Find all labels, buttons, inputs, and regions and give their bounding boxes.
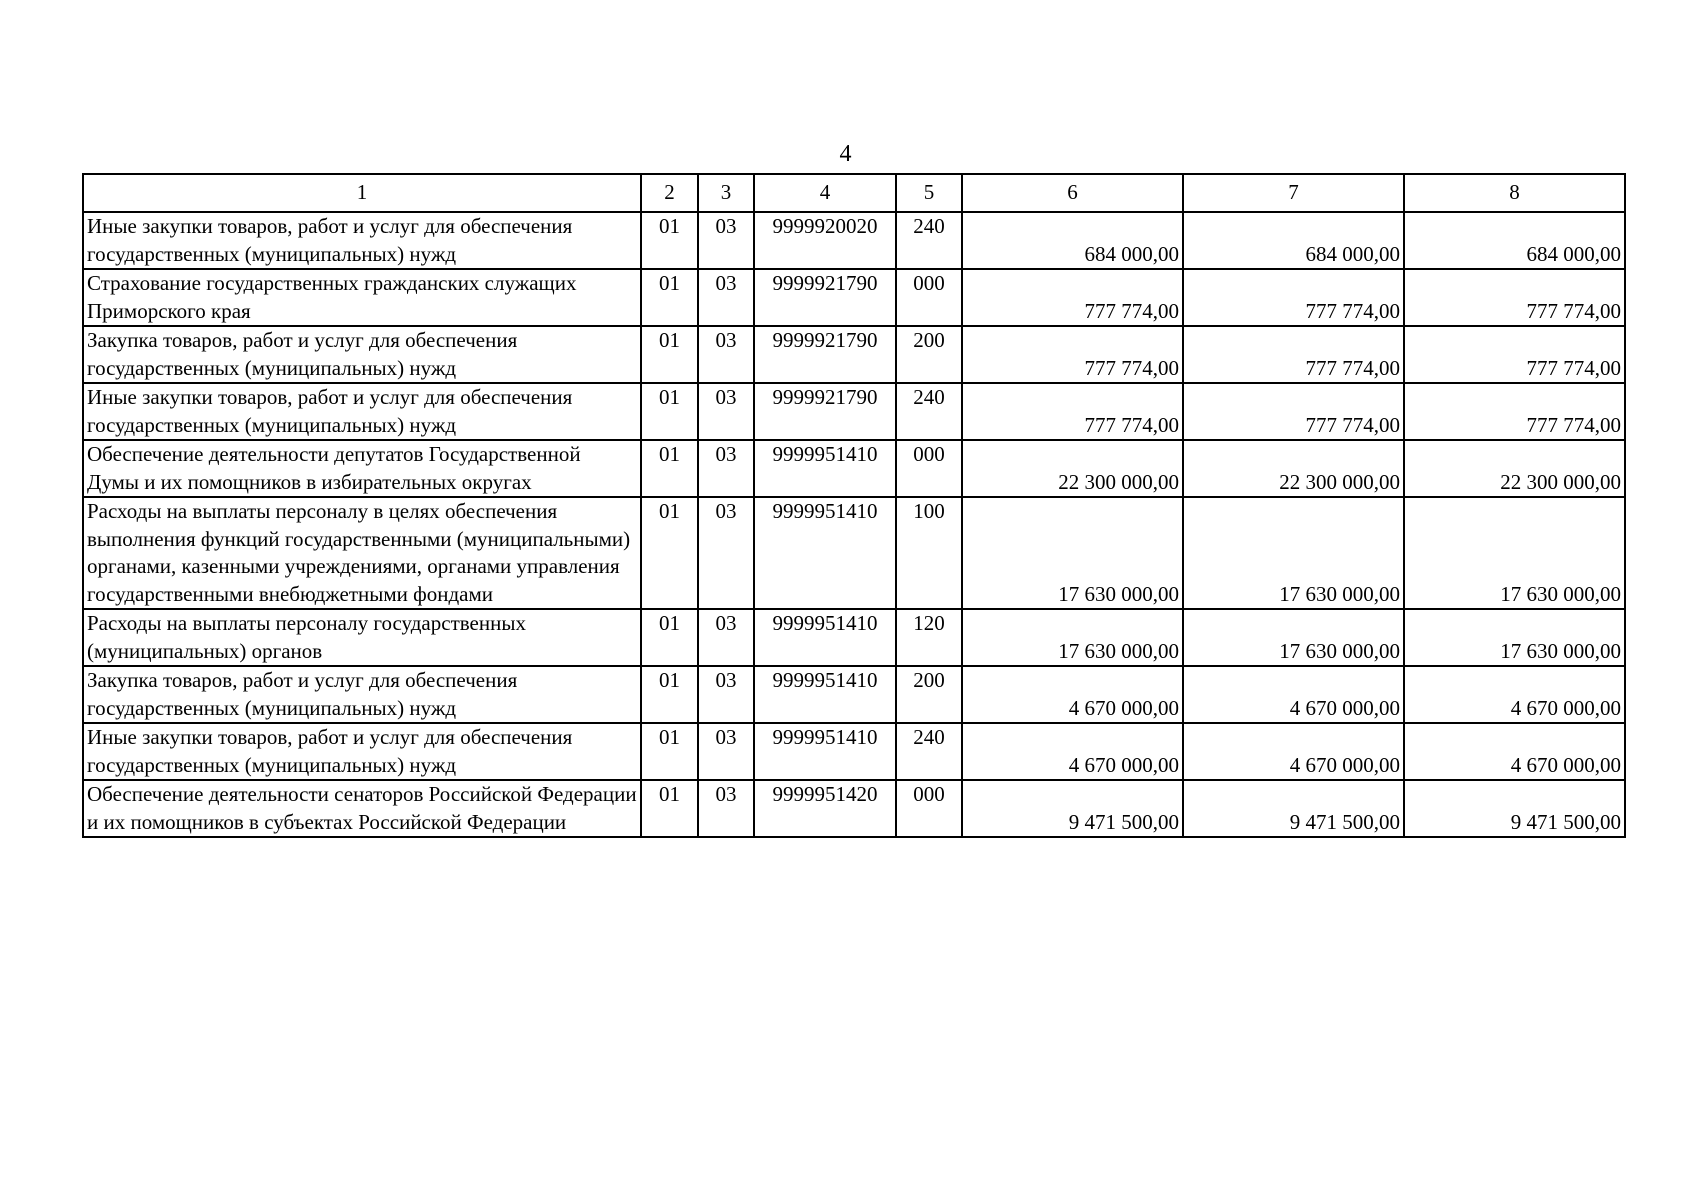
section-code: 01: [641, 497, 698, 609]
subsection-code: 03: [698, 609, 754, 666]
subsection-code: 03: [698, 723, 754, 780]
amount-column-6: 4 670 000,00: [962, 723, 1183, 780]
amount-column-6: 777 774,00: [962, 383, 1183, 440]
amount-column-8: 17 630 000,00: [1404, 497, 1625, 609]
expense-name: Обеспечение деятельности депутатов Государственной Думы и их помощников в избирательных округах: [83, 440, 641, 497]
section-code: 01: [641, 666, 698, 723]
section-code: 01: [641, 269, 698, 326]
amount-column-8: 17 630 000,00: [1404, 609, 1625, 666]
subsection-code: 03: [698, 497, 754, 609]
column-header: 2: [641, 174, 698, 212]
table-row: [83, 383, 1625, 440]
section-code: 01: [641, 383, 698, 440]
amount-column-7: 777 774,00: [1183, 269, 1404, 326]
amount-column-6: 4 670 000,00: [962, 666, 1183, 723]
table-row: [83, 666, 1625, 723]
expense-name: Закупка товаров, работ и услуг для обеспечения государственных (муниципальных) нужд: [83, 666, 641, 723]
table-row: [83, 497, 1625, 609]
column-header: 6: [962, 174, 1183, 212]
column-header: 5: [896, 174, 962, 212]
target-article-code: 9999921790: [754, 326, 896, 383]
amount-column-7: 684 000,00: [1183, 212, 1404, 269]
expense-name: Иные закупки товаров, работ и услуг для обеспечения государственных (муниципальных) нужд: [83, 383, 641, 440]
section-code: 01: [641, 723, 698, 780]
table-row: [83, 326, 1625, 383]
budget-table: [82, 173, 1626, 838]
expense-type-code: 240: [896, 212, 962, 269]
expense-name: Страхование государственных гражданских служащих Приморского края: [83, 269, 641, 326]
subsection-code: 03: [698, 326, 754, 383]
amount-column-7: 777 774,00: [1183, 326, 1404, 383]
expense-type-code: 000: [896, 269, 962, 326]
amount-column-8: 777 774,00: [1404, 326, 1625, 383]
target-article-code: 9999951410: [754, 666, 896, 723]
amount-column-8: 777 774,00: [1404, 269, 1625, 326]
expense-name: Иные закупки товаров, работ и услуг для обеспечения государственных (муниципальных) нужд: [83, 723, 641, 780]
subsection-code: 03: [698, 212, 754, 269]
amount-column-8: 4 670 000,00: [1404, 723, 1625, 780]
target-article-code: 9999951410: [754, 440, 896, 497]
expense-name: Расходы на выплаты персоналу в целях обеспечения выполнения функций государственными (муниципальными) органами, казенными учреждениями, органами управления государственными внебюджетными фондами: [83, 497, 641, 609]
amount-column-6: 17 630 000,00: [962, 497, 1183, 609]
expense-type-code: 100: [896, 497, 962, 609]
subsection-code: 03: [698, 780, 754, 837]
amount-column-8: 777 774,00: [1404, 383, 1625, 440]
column-header: 8: [1404, 174, 1625, 212]
amount-column-7: 4 670 000,00: [1183, 666, 1404, 723]
section-code: 01: [641, 212, 698, 269]
amount-column-8: 4 670 000,00: [1404, 666, 1625, 723]
amount-column-6: 22 300 000,00: [962, 440, 1183, 497]
subsection-code: 03: [698, 269, 754, 326]
expense-type-code: 000: [896, 780, 962, 837]
table-row: [83, 780, 1625, 837]
amount-column-7: 22 300 000,00: [1183, 440, 1404, 497]
expense-name: Обеспечение деятельности сенаторов Российской Федерации и их помощников в субъектах Российской Федерации: [83, 780, 641, 837]
subsection-code: 03: [698, 383, 754, 440]
expense-type-code: 200: [896, 666, 962, 723]
expense-name: Закупка товаров, работ и услуг для обеспечения государственных (муниципальных) нужд: [83, 326, 641, 383]
table-row: [83, 440, 1625, 497]
section-code: 01: [641, 780, 698, 837]
target-article-code: 9999951420: [754, 780, 896, 837]
column-header: 4: [754, 174, 896, 212]
amount-column-7: 4 670 000,00: [1183, 723, 1404, 780]
expense-type-code: 240: [896, 723, 962, 780]
target-article-code: 9999951410: [754, 609, 896, 666]
amount-column-7: 777 774,00: [1183, 383, 1404, 440]
amount-column-6: 684 000,00: [962, 212, 1183, 269]
amount-column-8: 684 000,00: [1404, 212, 1625, 269]
amount-column-7: 9 471 500,00: [1183, 780, 1404, 837]
amount-column-6: 777 774,00: [962, 326, 1183, 383]
section-code: 01: [641, 609, 698, 666]
expense-name: Расходы на выплаты персоналу государственных (муниципальных) органов: [83, 609, 641, 666]
column-header: 7: [1183, 174, 1404, 212]
subsection-code: 03: [698, 440, 754, 497]
amount-column-6: 9 471 500,00: [962, 780, 1183, 837]
expense-type-code: 240: [896, 383, 962, 440]
column-header: 3: [698, 174, 754, 212]
table-row: [83, 723, 1625, 780]
expense-type-code: 000: [896, 440, 962, 497]
target-article-code: 9999951410: [754, 497, 896, 609]
subsection-code: 03: [698, 666, 754, 723]
target-article-code: 9999920020: [754, 212, 896, 269]
header-row: [83, 174, 1625, 212]
expense-type-code: 120: [896, 609, 962, 666]
target-article-code: 9999951410: [754, 723, 896, 780]
amount-column-6: 17 630 000,00: [962, 609, 1183, 666]
section-code: 01: [641, 326, 698, 383]
table-row: [83, 212, 1625, 269]
page-number: 4: [839, 141, 852, 167]
section-code: 01: [641, 440, 698, 497]
target-article-code: 9999921790: [754, 383, 896, 440]
amount-column-7: 17 630 000,00: [1183, 497, 1404, 609]
amount-column-6: 777 774,00: [962, 269, 1183, 326]
amount-column-7: 17 630 000,00: [1183, 609, 1404, 666]
amount-column-8: 9 471 500,00: [1404, 780, 1625, 837]
expense-name: Иные закупки товаров, работ и услуг для обеспечения государственных (муниципальных) нужд: [83, 212, 641, 269]
amount-column-8: 22 300 000,00: [1404, 440, 1625, 497]
expense-type-code: 200: [896, 326, 962, 383]
table-row: [83, 609, 1625, 666]
table-row: [83, 269, 1625, 326]
target-article-code: 9999921790: [754, 269, 896, 326]
column-header: 1: [83, 174, 641, 212]
